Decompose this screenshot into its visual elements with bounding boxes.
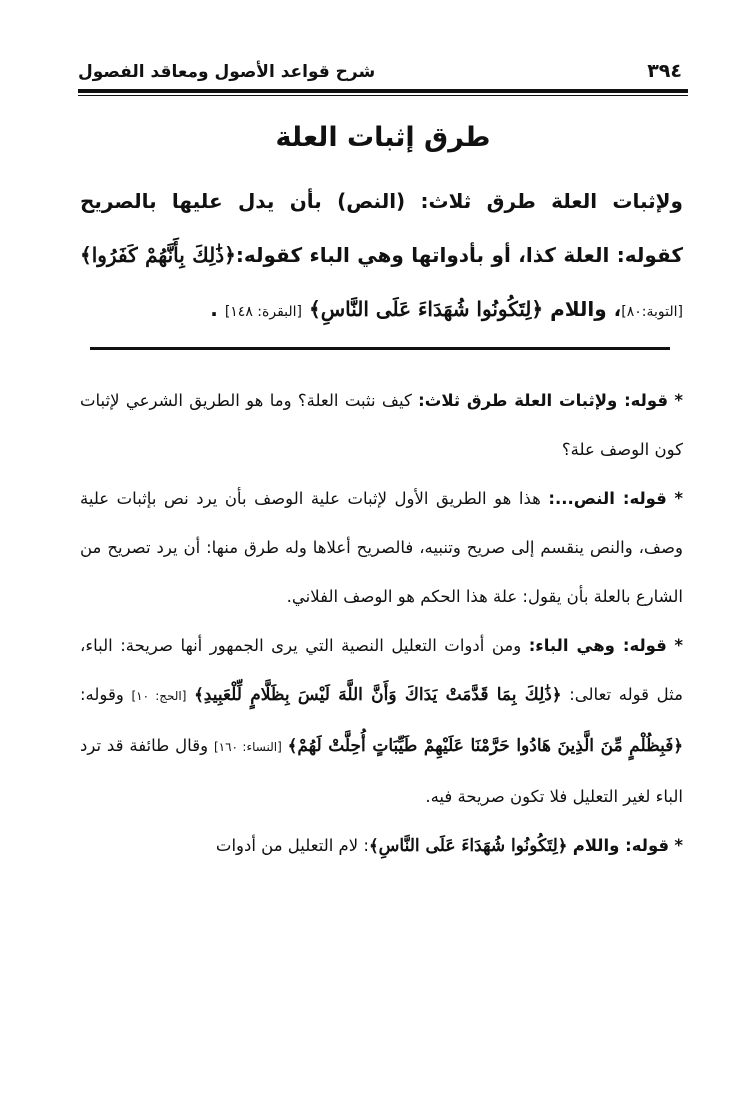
star-marker: * bbox=[674, 836, 683, 855]
quran-bracket-close: ﴾ bbox=[80, 243, 92, 267]
section-title: طرق إثبات العلة bbox=[275, 122, 491, 153]
citation-3a: [الحج: ١٠] bbox=[131, 689, 187, 703]
commentary bbox=[80, 376, 683, 871]
star-marker: * bbox=[674, 489, 683, 508]
quran-bracket-close: ﴾ bbox=[194, 685, 204, 704]
quran-bracket-open: ﴿ bbox=[224, 243, 236, 267]
citation-1: [التوبة:٨٠] bbox=[621, 304, 683, 320]
quran-bracket-open: ﴿ bbox=[557, 836, 568, 855]
header-rule-thin bbox=[78, 95, 688, 96]
commentary-lead-1: قوله: ولإثبات العلة طرق ثلاث: bbox=[418, 391, 669, 410]
commentary-paragraph-1 bbox=[80, 376, 683, 474]
header-rule bbox=[78, 89, 688, 93]
commentary-paragraph-3 bbox=[80, 621, 683, 821]
commentary-lead-2: قوله: النص...: bbox=[548, 489, 667, 508]
matn-text-3: . bbox=[210, 297, 225, 321]
commentary-text-3a: ومن أدوات التعليل النصية التي يرى الجمهور أنها صريحة: الباء، مثل قوله تعالى: bbox=[80, 636, 683, 704]
quran-verse-3a: ذَٰلِكَ بِمَا قَدَّمَتْ يَدَاكَ وَأَنَّ اللَّهَ لَيْسَ بِظَلَّامٍ لِّلْعَبِيدِ bbox=[203, 685, 552, 705]
star-marker: * bbox=[674, 391, 683, 410]
commentary-paragraph-2 bbox=[80, 474, 683, 621]
citation-3b: [النساء: ١٦٠] bbox=[213, 740, 282, 754]
commentary-lead-4: قوله: واللام bbox=[572, 836, 670, 855]
commentary-body-1: كيف نثبت العلة؟ وما هو الطريق الشرعي لإثبات كون الوصف علة؟ bbox=[80, 391, 683, 459]
commentary-text-3b: وقوله: bbox=[80, 685, 132, 704]
quran-bracket-close: ﴾ bbox=[308, 297, 321, 321]
matn-text-1: ولإثبات العلة طرق ثلاث: (النص) بأن يدل عليها بالصريح كقوله: العلة كذا، أو بأدواتها وهي الباء كقوله: bbox=[80, 189, 683, 267]
quran-bracket-close: ﴾ bbox=[368, 836, 379, 855]
star-marker: * bbox=[674, 636, 683, 655]
commentary-paragraph-4 bbox=[80, 821, 683, 871]
matn-text-2: ، واللام bbox=[550, 297, 622, 321]
quran-verse-4: لِتَكُونُوا شُهَدَاءَ عَلَى النَّاسِ bbox=[378, 836, 558, 856]
quran-bracket-open: ﴿ bbox=[531, 297, 544, 321]
matn-text bbox=[80, 174, 683, 339]
quran-bracket-open: ﴿ bbox=[673, 736, 683, 755]
quran-bracket-open: ﴿ bbox=[551, 685, 562, 704]
commentary-text-3c: وقال طائفة قد ترد الباء لغير التعليل فلا تكون صريحة فيه. bbox=[80, 736, 683, 806]
quran-verse-3b: فَبِظُلْمٍ مِّنَ الَّذِينَ هَادُوا حَرَّمْنَا عَلَيْهِمْ طَيِّبَاتٍ أُحِلَّتْ لَهُمْ bbox=[297, 736, 674, 756]
commentary-lead-3: قوله: وهي الباء: bbox=[528, 636, 667, 655]
matn-commentary-divider bbox=[90, 347, 670, 350]
quran-verse-1: ذَٰلِكَ بِأَنَّهُمْ كَفَرُوا bbox=[91, 243, 225, 267]
commentary-body-2: هذا هو الطريق الأول لإثبات علية الوصف بأن يرد نص بإثبات علية وصف، والنص ينقسم إلى صريح وتنبيه، فالصريح أعلاها وله طرق منها: أن يرد تصريح من الشارع بالعلة بأن يقول: علة هذا الحكم هو الوصف الفلاني. bbox=[80, 489, 683, 606]
running-header bbox=[78, 60, 688, 92]
quran-bracket-close: ﴾ bbox=[287, 736, 298, 755]
commentary-body-4: : لام التعليل من أدوات bbox=[215, 836, 369, 855]
quran-verse-2: لِتَكُونُوا شُهَدَاءَ عَلَى النَّاسِ bbox=[320, 297, 532, 321]
page-number: ٣٩٤ bbox=[647, 60, 682, 82]
book-title: شرح قواعد الأصول ومعاقد الفصول bbox=[78, 62, 376, 82]
citation-2: [البقرة: ١٤٨] bbox=[224, 304, 302, 320]
